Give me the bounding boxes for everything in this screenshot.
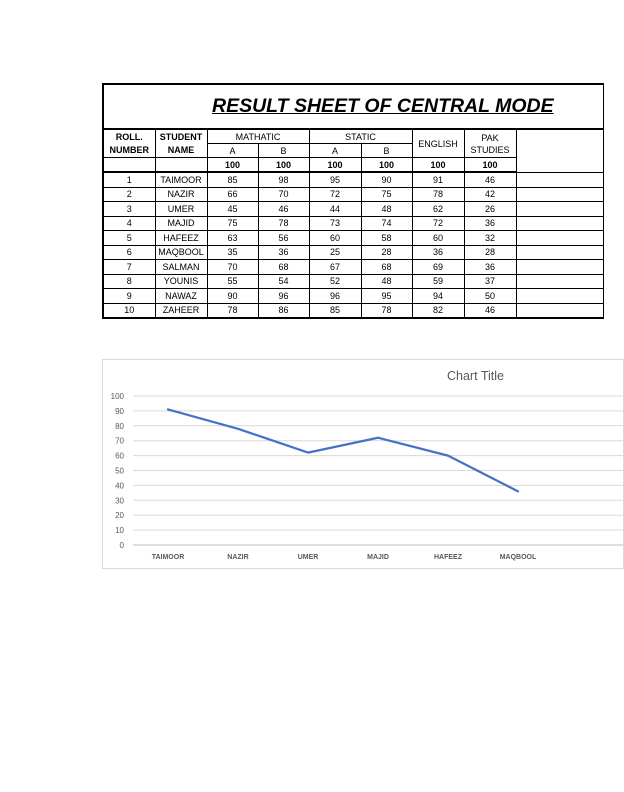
result-table: [102, 83, 604, 319]
english-header: ENGLISH: [412, 129, 464, 158]
pak-cell: 42: [464, 187, 516, 202]
static-b-cell: 58: [361, 231, 412, 246]
static-b-cell: 78: [361, 303, 412, 318]
y-tick-label: 30: [115, 496, 124, 506]
static-a-cell: 44: [309, 202, 361, 217]
math-b-header: B: [258, 144, 309, 158]
x-tick-label: MAQBOOL: [499, 554, 537, 561]
chart-title: Chart Title: [447, 369, 504, 383]
roll-cell: 9: [103, 289, 155, 304]
static-a-cell: 95: [309, 172, 361, 187]
static-a-cell: 73: [309, 216, 361, 231]
name-cell: NAZIR: [155, 187, 207, 202]
english-cell: 78: [412, 187, 464, 202]
roll-cell: 7: [103, 260, 155, 275]
math-b-cell: 54: [258, 274, 309, 289]
pak-cell: 28: [464, 245, 516, 260]
empty-cell: [516, 245, 603, 260]
max-marks-cell: 100: [464, 158, 516, 173]
static-a-cell: 96: [309, 289, 361, 304]
empty-cell: [516, 172, 603, 187]
empty-cell: [516, 260, 603, 275]
table-row: [103, 231, 603, 246]
english-cell: 72: [412, 216, 464, 231]
static-b-cell: 95: [361, 289, 412, 304]
static-header: STATIC: [309, 129, 412, 144]
name-cell: NAWAZ: [155, 289, 207, 304]
table-row: [103, 303, 603, 318]
max-marks-cell: 100: [207, 158, 258, 173]
max-marks-cell: 100: [258, 158, 309, 173]
name-cell: MAQBOOL: [155, 245, 207, 260]
student-name-header: STUDENT NAME: [155, 129, 207, 158]
table-row: [103, 274, 603, 289]
math-a-cell: 45: [207, 202, 258, 217]
static-b-cell: 48: [361, 202, 412, 217]
english-cell: 36: [412, 245, 464, 260]
pak-cell: 50: [464, 289, 516, 304]
math-a-cell: 75: [207, 216, 258, 231]
empty-cell: [516, 231, 603, 246]
table-row: [103, 216, 603, 231]
math-a-cell: 35: [207, 245, 258, 260]
math-b-cell: 86: [258, 303, 309, 318]
name-cell: SALMAN: [155, 260, 207, 275]
chart-frame[interactable]: [102, 359, 624, 569]
y-tick-label: 90: [115, 406, 124, 416]
roll-cell: 8: [103, 274, 155, 289]
static-a-cell: 72: [309, 187, 361, 202]
math-a-cell: 55: [207, 274, 258, 289]
english-cell: 94: [412, 289, 464, 304]
math-header: MATHATIC: [207, 129, 309, 144]
static-b-cell: 48: [361, 274, 412, 289]
english-cell: 59: [412, 274, 464, 289]
max-marks-cell: 100: [309, 158, 361, 173]
roll-cell: 1: [103, 172, 155, 187]
math-b-cell: 78: [258, 216, 309, 231]
x-tick-label: HAFEEZ: [434, 554, 462, 561]
english-cell: 62: [412, 202, 464, 217]
x-tick-label: MAJID: [367, 554, 389, 561]
max-marks-cell: 100: [412, 158, 464, 173]
table-row: [103, 202, 603, 217]
roll-cell: 2: [103, 187, 155, 202]
pak-cell: 37: [464, 274, 516, 289]
pak-cell: 46: [464, 303, 516, 318]
static-a-cell: 67: [309, 260, 361, 275]
y-tick-label: 20: [115, 511, 124, 521]
math-a-cell: 90: [207, 289, 258, 304]
math-a-cell: 66: [207, 187, 258, 202]
math-b-cell: 68: [258, 260, 309, 275]
empty-cell: [516, 289, 603, 304]
empty-cell: [516, 216, 603, 231]
empty-cell: [155, 158, 207, 173]
y-tick-label: 80: [115, 421, 124, 431]
result-sheet: [102, 83, 554, 319]
x-tick-label: UMER: [297, 554, 319, 561]
english-cell: 69: [412, 260, 464, 275]
roll-cell: 10: [103, 303, 155, 318]
english-cell: 91: [412, 172, 464, 187]
y-tick-label: 0: [119, 541, 124, 550]
math-a-cell: 78: [207, 303, 258, 318]
sheet-title: RESULT SHEET OF CENTRAL MODE: [103, 84, 603, 129]
y-tick-label: 40: [115, 481, 124, 491]
empty-cell: [516, 274, 603, 289]
static-a-cell: 25: [309, 245, 361, 260]
pak-cell: 36: [464, 216, 516, 231]
roll-cell: 5: [103, 231, 155, 246]
table-row: [103, 260, 603, 275]
english-cell: 60: [412, 231, 464, 246]
table-row: [103, 187, 603, 202]
chart-container: [102, 359, 537, 569]
math-a-cell: 70: [207, 260, 258, 275]
max-marks-cell: 100: [361, 158, 412, 173]
static-a-cell: 52: [309, 274, 361, 289]
name-cell: HAFEEZ: [155, 231, 207, 246]
static-a-cell: 85: [309, 303, 361, 318]
empty-cell: [516, 202, 603, 217]
math-b-cell: 96: [258, 289, 309, 304]
y-tick-label: 10: [115, 526, 124, 536]
static-b-header: B: [361, 144, 412, 158]
roll-cell: 3: [103, 202, 155, 217]
pak-cell: 36: [464, 260, 516, 275]
math-b-cell: 98: [258, 172, 309, 187]
empty-cell: [516, 129, 603, 172]
static-b-cell: 68: [361, 260, 412, 275]
y-tick-label: 50: [115, 466, 124, 476]
roll-cell: 6: [103, 245, 155, 260]
static-a-cell: 60: [309, 231, 361, 246]
x-tick-label: NAZIR: [227, 554, 249, 561]
math-a-cell: 85: [207, 172, 258, 187]
pak-studies-header: PAK STUDIES: [464, 129, 516, 158]
math-b-cell: 56: [258, 231, 309, 246]
static-b-cell: 28: [361, 245, 412, 260]
english-cell: 82: [412, 303, 464, 318]
static-b-cell: 74: [361, 216, 412, 231]
y-tick-label: 100: [110, 392, 124, 401]
math-b-cell: 46: [258, 202, 309, 217]
pak-cell: 32: [464, 231, 516, 246]
name-cell: YOUNIS: [155, 274, 207, 289]
math-b-cell: 36: [258, 245, 309, 260]
static-b-cell: 75: [361, 187, 412, 202]
math-b-cell: 70: [258, 187, 309, 202]
series-line-0[interactable]: [168, 409, 518, 491]
name-cell: TAIMOOR: [155, 172, 207, 187]
line-chart: [103, 360, 623, 568]
name-cell: ZAHEER: [155, 303, 207, 318]
name-cell: UMER: [155, 202, 207, 217]
pak-cell: 46: [464, 172, 516, 187]
x-tick-label: TAIMOOR: [151, 554, 185, 561]
roll-cell: 4: [103, 216, 155, 231]
math-a-header: A: [207, 144, 258, 158]
empty-cell: [103, 158, 155, 173]
table-row: [103, 245, 603, 260]
static-b-cell: 90: [361, 172, 412, 187]
y-tick-label: 60: [115, 451, 124, 461]
pak-cell: 26: [464, 202, 516, 217]
empty-cell: [516, 303, 603, 318]
name-cell: MAJID: [155, 216, 207, 231]
table-row: [103, 289, 603, 304]
y-tick-label: 70: [115, 436, 124, 446]
static-a-header: A: [309, 144, 361, 158]
math-a-cell: 63: [207, 231, 258, 246]
empty-cell: [516, 187, 603, 202]
roll-number-header: ROLL. NUMBER: [103, 129, 155, 158]
table-row: [103, 172, 603, 187]
